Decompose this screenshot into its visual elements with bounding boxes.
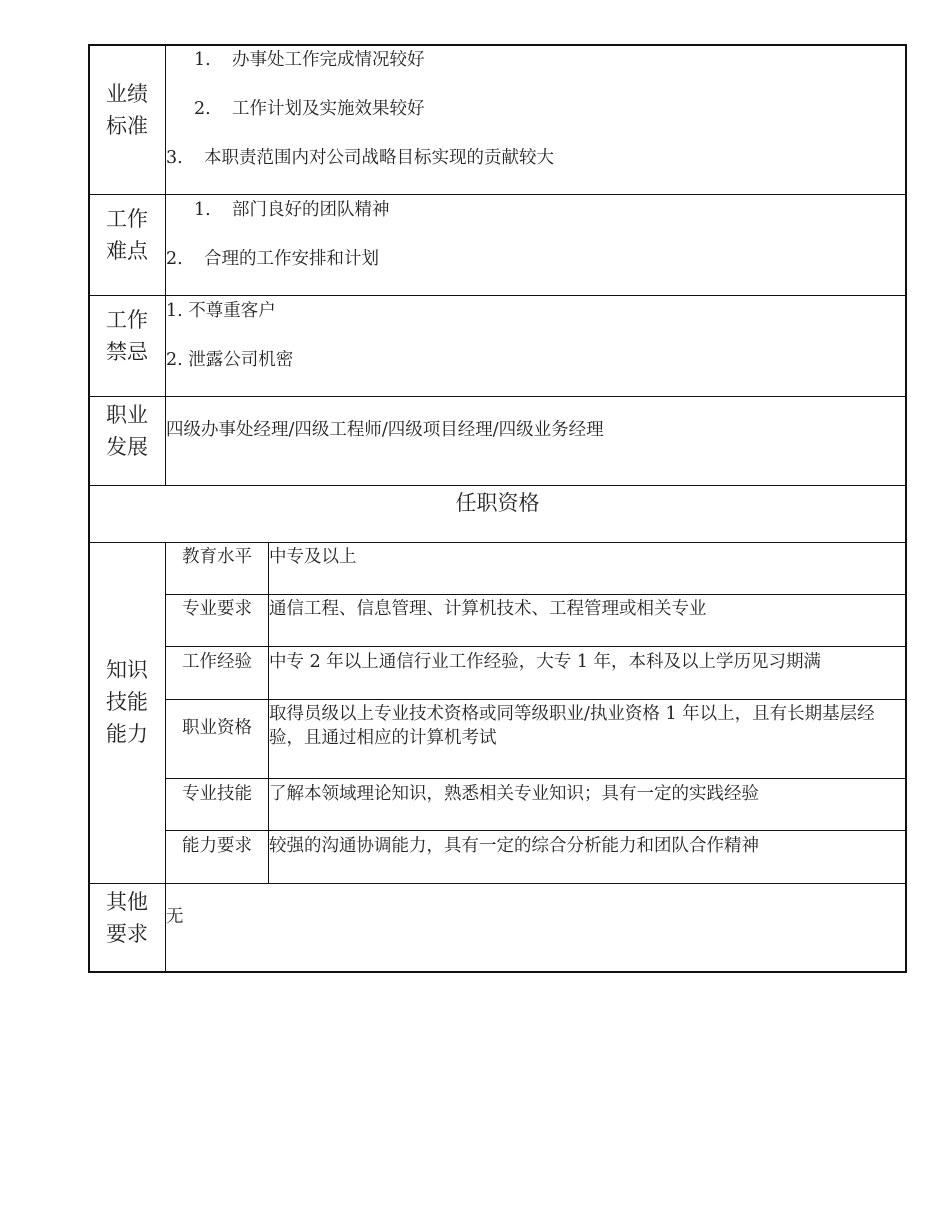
ability-value: 较强的沟通协调能力，具有一定的综合分析能力和团队合作精神: [269, 836, 759, 856]
performance-item: 1. 办事处工作完成情况较好: [194, 50, 425, 70]
skills-label: 专业技能: [182, 784, 252, 804]
ability-label: 能力要求: [182, 836, 252, 856]
performance-item: 2. 工作计划及实施效果较好: [194, 99, 425, 119]
row-divider: [88, 396, 907, 397]
experience-value: 中专 2 年以上通信行业工作经验，大专 1 年，本科及以上学历见习期满: [269, 652, 822, 672]
taboo-label: 工作 禁忌: [106, 308, 148, 364]
major-value: 通信工程、信息管理、计算机技术、工程管理或相关专业: [269, 599, 707, 619]
row-divider: [166, 699, 907, 700]
row-divider: [88, 883, 907, 884]
knowledge-label: 知识 技能 能力: [106, 658, 148, 746]
row-divider: [88, 194, 907, 195]
career-label: 职业 发展: [106, 403, 148, 459]
other-value: 无: [166, 907, 184, 927]
skills-value: 了解本领域理论知识，熟悉相关专业知识；具有一定的实践经验: [269, 784, 759, 804]
row-divider: [88, 542, 907, 543]
education-label: 教育水平: [182, 547, 252, 567]
difficulty-item: 2. 合理的工作安排和计划: [166, 249, 379, 269]
qualification-title: 任职资格: [455, 491, 540, 515]
career-path-text: 四级办事处经理/四级工程师/四级项目经理/四级业务经理: [166, 420, 604, 440]
row-divider: [166, 646, 907, 647]
certification-value: 取得员级以上专业技术资格或同等级职业/执业资格 1 年以上，且有长期基层经验，且通过相应的计算机考试: [269, 704, 875, 748]
row-divider: [166, 778, 907, 779]
difficulty-label: 工作 难点: [106, 207, 148, 263]
taboo-item: 1. 不尊重客户: [166, 301, 276, 321]
education-value: 中专及以上: [269, 547, 357, 567]
other-label: 其他 要求: [106, 890, 148, 946]
performance-item: 3. 本职责范围内对公司战略目标实现的贡献较大: [166, 148, 554, 168]
performance-label: 业绩 标准: [106, 82, 148, 138]
row-divider: [88, 295, 907, 296]
row-divider: [88, 485, 907, 486]
row-divider: [166, 830, 907, 831]
row-divider: [166, 594, 907, 595]
difficulty-item: 1. 部门良好的团队精神: [194, 200, 390, 220]
experience-label: 工作经验: [182, 652, 252, 672]
certification-label: 职业资格: [182, 718, 252, 738]
major-label: 专业要求: [182, 599, 252, 619]
taboo-item: 2. 泄露公司机密: [166, 350, 294, 370]
